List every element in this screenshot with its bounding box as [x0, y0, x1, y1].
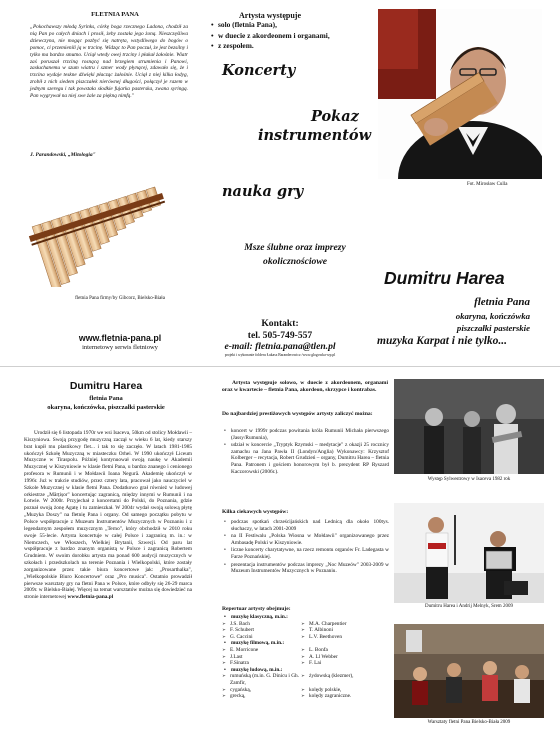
mode-item: • solo (fletnia Pana),	[218, 20, 378, 30]
bio-text	[24, 430, 192, 601]
genre-item: ➢ kolędy zagraniczne.	[309, 693, 382, 700]
composer-item: ➢ F.Sinatra	[230, 660, 303, 667]
artist-name: Dumitru Harea	[384, 268, 505, 288]
mode-item: • z zespołem.	[218, 41, 378, 51]
prestige-item: • udział w koncercie „Tryptyk Rzymski – medytacje" z okazji 25 rocznicy zamachu na Jana Pawła II (Londyn/Anglia) Wykonawcy: Krzysztof Kolberger – recytacja, Robert Grudzień – organy, Dumitru Harea – fletnia Pana. Patronem i gościem honorowym był b. prezydent RP Ryszard Kaczorowski (2006r.).	[231, 442, 389, 475]
photo-workshop-bielsko	[394, 624, 544, 718]
contact-heading: Kontakt:	[261, 318, 299, 329]
genre-item: ➢ grecką,	[230, 693, 303, 700]
instrument-3: piszczałki pasterskie	[456, 323, 530, 333]
rep-classical-heading: • muzykę klasyczną, m.in.:	[224, 614, 288, 620]
bio-paragraph: Urodził się 6 listopada 1970r we wsi Isaceva, 50km od stolicy Mołdawii – Kiszyniowa. Swoją przygodę muzyczną zaczął w wieku 6 lat, kiedy starszy brat kupił mu plastikowy flet... i tak to się zaczęło. W latach 1981-1985 ukończył Szkołę Muzyczną w miasteczku Orhei. W 1990 ukończył Liceum Muzyczne w Tiraspolu. Później kontynuował swoją naukę w Akademii Muzycznej w Kiszyniowie w klasie fletni Pana, u bardzo znanego i cenionego profesora w Rumunii i w Mołdawii Ioana Negură. Akademię ukończył w 1996r. Już w trakcie studiów, przez cztery lata, pracował jako nauczyciel w Szkole Muzycznej w klasie fletni Pana. Dodatkowo grał również w ludowej orkiestrze „Mărțișor" koncertując zagranicą, między innymi w Rumunii i na Łotwie. W 2000r. Przyjechał z koncertami do Polski, do Poznania, gdzie poznał swoją żonę Agatę i tu zamieszkał. W 2004r wydał swoją solową płytę „Muzyka Doszy" na fletnię Pana i organy. Od samego początku pobytu w Polsce współpracuje z Muzeum Instrumentów Muzycznych w Poznaniu i z legendarnym zespołem muzycznym „Terno", który obchodził w 2010 roku swoje 55-lecie. Artysta koncertuje w całej Polsce i zagranicą m. in.: w Niemczech, we Włoszech, Wielkiej Brytanii, Szwecji. Od paru lat współpracuje z bardzo znanym organistą w Polsce i zagranicą Robertem Grudniem. W swoim dorobku artysta ma ponad 600 audycji muzycznych w szkołach i przedszkolach na terenie Poznania i Wielkopolski, które zostały zorganizowane przez takie biura koncertowe jak: „Prosarthalka", „Wielkopolskie Biuro Koncertowe" oraz „Pro musica". Ostatnio prowadził pierwsze warsztaty gry na fletni Pana w Polsce, które odbyły się 26-29 marca 2009r. w Bielsko-Białej. Więcej na temat warsztatów można się dowiedzieć na stronie internetowej	[24, 430, 192, 601]
instrument-1: fletnia Pana	[474, 296, 530, 308]
music-tagline: muzyka Karpat i nie tylko...	[377, 335, 508, 347]
events-heading: Kilka ciekawych występów:	[222, 509, 289, 515]
lessons-label: nauka gry	[222, 183, 304, 200]
concerts-label: Koncerty	[222, 62, 296, 79]
events-label: okolicznościowe	[263, 256, 327, 267]
instrument-2: okaryna, kończówka	[455, 311, 530, 321]
bio-name: Dumitru Harea	[69, 380, 143, 392]
film-list	[222, 647, 382, 667]
website-link[interactable]: www.fletnia-pana.pl	[78, 333, 162, 343]
rep-film-heading: • muzykę filmową, m.in.:	[224, 640, 285, 647]
event-item: • liczne koncerty charytatywne, na rzecz remontu organów Fr. Ladegasta w Farze Poznańskiej.	[231, 547, 389, 560]
composer-item: ➢ L.V. Beethoven	[309, 634, 382, 641]
classical-list	[222, 621, 382, 641]
photo-sylvester-1982	[394, 379, 544, 474]
mode-item: • w duecie z akordeonem i organami,	[218, 31, 378, 41]
repertoire-heading: Repertuar artysty obejmuje:	[222, 606, 291, 612]
genre-item: ➢ kolędy polskie,	[309, 687, 382, 694]
composer-item: ➢ M.A. Charpentier	[309, 621, 382, 628]
weddings-label: Msze ślubne oraz imprezy	[244, 242, 346, 253]
photo-duo-srem	[394, 503, 544, 603]
events-list	[222, 519, 389, 576]
composer-item: ➢ G. Caccini	[230, 634, 303, 641]
prestige-list	[222, 428, 389, 476]
prestige-item: • koncert w 1999r podczas powitania króla Rumunii Michała pierwszego (Jassy/Rumunia),	[231, 428, 389, 441]
performs-heading: Artysta występuje	[239, 11, 301, 20]
repertoire	[222, 614, 382, 700]
genre-item: ➢ rumuńską (m.in. G. Dinicu i Gh. Zamfir,	[230, 673, 303, 686]
composer-item: ➢ J.S. Bach	[230, 621, 303, 628]
bio-link[interactable]: www.fletnia-pana.pl	[67, 594, 114, 601]
photo-credit: Fot. Mirosław Culla	[467, 182, 508, 187]
composer-item: ➢ J.Last	[230, 654, 303, 661]
performs-intro: Artysta występuje solowo, w duecie z akordeonem, organami oraz w kwartecie – fletnia Pana, akordeon, skrzypce i kontrabas.	[222, 380, 388, 393]
phone-number[interactable]: tel. 505-749-557	[247, 330, 313, 341]
photo-caption-1: Występ Sylwestrowy w Isaceva 1982 rok	[427, 477, 511, 482]
composer-item: ➢ E. Morricone	[230, 647, 303, 654]
prestige-heading: Do najbardziej prestiżowych występów artysty zaliczyć można:	[222, 411, 373, 417]
folk-list	[222, 673, 382, 699]
composer-item: ➢ L. Bonfa	[309, 647, 382, 654]
bio-instrument-1: fletnia Pana	[89, 395, 123, 402]
bio-instrument-2: okaryna, kończówka, piszczałki pasterskie	[47, 404, 165, 411]
panflute-caption: fletnia Pana firmy/by Gibcorz, Bielsko-Biała	[75, 296, 165, 301]
email-address[interactable]: e-mail: fletnia.pana@tlen.pl	[224, 341, 336, 352]
event-item: • podczas spotkań chrześcijańskich nad Lednicą dla około 100tys. słuchaczy, w latach 2001-2009	[231, 519, 389, 532]
composer-item: ➢ F. Lai	[309, 660, 382, 667]
instruments-label: instrumentów	[258, 127, 372, 144]
show-label: Pokaz	[311, 108, 359, 125]
rep-folk-heading: • muzykę ludową, m.in.:	[224, 666, 283, 673]
panflute-icon	[28, 182, 186, 287]
composer-item: ➢ T. Albinoni	[309, 627, 382, 634]
composer-item: ➢ F. Schubert	[230, 627, 303, 634]
fold-divider	[0, 366, 560, 367]
composer-item: ➢ A. Ll Webber	[309, 654, 382, 661]
event-item: • na II Festiwalu „Polska Wiosna w Mołdawii" organizowanego przez Ambasadę Polski w Kiszyniowie.	[231, 533, 389, 546]
genre-item: ➢ cygańską,	[230, 687, 303, 694]
design-credit: projekt i wykonanie folderu Łukasz Baranderowicz /www.glogowka-wp.pl	[224, 353, 336, 357]
artist-portrait	[378, 9, 542, 179]
genre-item: ➢ żydowską (klezmer),	[309, 673, 382, 686]
quote-author: J. Parandowski, „Mitologia"	[30, 152, 96, 158]
event-item: • prezentacja instrumentów podczas imprezy „Noc Muzeów" 2003-2009 w Muzeum Instrumentów Muzycznych w Poznaniu.	[231, 562, 389, 575]
photo-caption-3: Warsztaty fletni Pana Bielsko-Biała 2009	[427, 720, 511, 725]
website-subtitle: internetowy serwis fletniowy	[82, 344, 158, 351]
panflute-title: FLETNIA PANA	[91, 11, 139, 18]
performance-modes	[209, 20, 378, 52]
photo-caption-2: Dumitru Harea i Andrij Melnyk, Srem 2009	[425, 604, 513, 609]
myth-quote: „Pokochawszy młodą Syrinks, córkę boga rzecznego Ladona, chodził za nią Pan po całych dniach i prosił, żeby została jego żoną. Nieszczęśliwa dziewczyna, nie mogąc pozbyć się natręta, wstydliwego do bogów o pomoc, ci przemienili ją w trzcinę. Widząc to Pan poczuł, że jest bezsilny i tylko ma bardzo smutno. Uciął wtedy owej trzciny i płakał żałośnie. Wiatr zaś poruszał trzciną rosnącą nad brzegiem strumienia i Panowi, zasłuchanemu w szum wiatru i szmer wody płynącej, zdawało się, że i trzcina wydaje teskne dźwięki płacząc żałośnie. Uciął z niej kilka łodyg, zrobił z nich siedem piszczałek nierównej długości, połączył je razem w jednym szeregu i tak powstała słodkie fujarka pasterska, zwana syringą. Pan wygrywał na niej swe żale za piękną nimfą."	[30, 24, 188, 100]
